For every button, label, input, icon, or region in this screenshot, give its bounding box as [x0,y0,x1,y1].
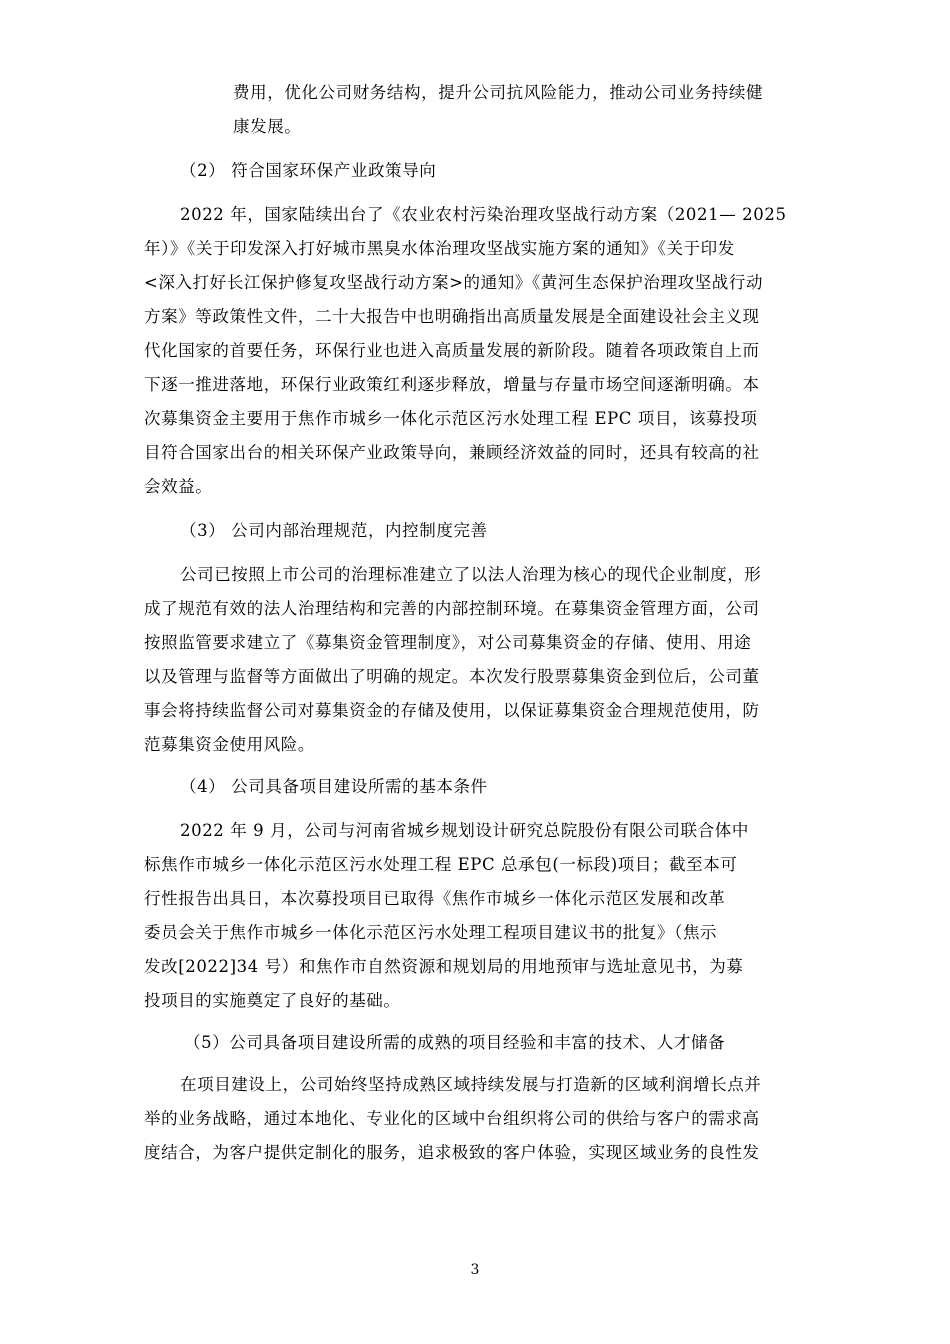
paragraph-line: 发改[2022]34 号）和焦作市自然资源和规划局的用地预审与选址意见书，为募 [144,957,744,976]
paragraph-line: <深入打好长江保护修复攻坚战行动方案>的通知》《黄河生态保护治理攻坚战行动 [144,273,764,292]
page-number: 3 [470,1262,480,1278]
paragraph-line: 目符合国家出台的相关环保产业政策导向，兼顾经济效益的同时，还具有较高的社 [144,443,760,462]
section-heading-5: （5）公司具备项目建设所需的成熟的项目经验和丰富的技术、人才储备 [184,1033,726,1052]
section-heading-3: （3） 公司内部治理规范，内控制度完善 [180,521,488,540]
paragraph-line: 委员会关于焦作市城乡一体化示范区污水处理工程项目建议书的批复》（焦示 [144,923,718,942]
paragraph-line: 下逐一推进落地，环保行业政策红利逐步释放，增量与存量市场空间逐渐明确。本 [144,375,760,394]
section-heading-4: （4） 公司具备项目建设所需的基本条件 [180,777,488,796]
paragraph-line: 标焦作市城乡一体化示范区污水处理工程 EPC 总承包(一标段)项目；截至本可 [144,855,738,874]
paragraph-line: 在项目建设上，公司始终坚持成熟区域持续发展与打造新的区域利润增长点并 [180,1075,762,1094]
paragraph-line: 投项目的实施奠定了良好的基础。 [144,991,401,1010]
section-heading-2: （2） 符合国家环保产业政策导向 [180,161,437,180]
paragraph-line: 2022 年，国家陆续出台了《农业农村污染治理攻坚战行动方案（2021— 2025 [180,205,787,224]
paragraph-line: 成了规范有效的法人治理结构和完善的内部控制环境。在募集资金管理方面，公司 [144,599,760,618]
paragraph-line: 年）》《关于印发深入打好城市黑臭水体治理攻坚战实施方案的通知》《关于印发 [144,239,735,258]
paragraph-line: 代化国家的首要任务，环保行业也进入高质量发展的新阶段。随着各项政策自上而 [144,341,760,360]
paragraph-line: 方案》等政策性文件，二十大报告中也明确指出高质量发展是全面建设社会主义现 [144,307,760,326]
paragraph-line: 按照监管要求建立了《募集资金管理制度》，对公司募集资金的存储、使用、用途 [144,633,752,652]
paragraph-line: 康发展。 [233,117,302,136]
paragraph-line: 次募集资金主要用于焦作市城乡一体化示范区污水处理工程 EPC 项目，该募投项 [144,409,758,428]
paragraph-line: 公司已按照上市公司的治理标准建立了以法人治理为核心的现代企业制度，形 [180,565,762,584]
paragraph-line: 度结合，为客户提供定制化的服务，追求极致的客户体验，实现区域业务的良性发 [144,1143,760,1162]
paragraph-line: 会效益。 [144,477,213,496]
paragraph-line: 行性报告出具日，本次募投项目已取得《焦作市城乡一体化示范区发展和改革 [144,889,726,908]
paragraph-line: 以及管理与监督等方面做出了明确的规定。本次发行股票募集资金到位后，公司董 [144,667,760,686]
paragraph-line: 举的业务战略，通过本地化、专业化的区域中台组织将公司的供给与客户的需求高 [144,1109,760,1128]
paragraph-line: 范募集资金使用风险。 [144,735,315,754]
paragraph-line: 事会将持续监督公司对募集资金的存储及使用，以保证募集资金合理规范使用，防 [144,701,760,720]
paragraph-line: 费用，优化公司财务结构，提升公司抗风险能力，推动公司业务持续健 [233,83,764,102]
paragraph-line: 2022 年 9 月，公司与河南省城乡规划设计研究总院股份有限公司联合体中 [180,821,749,840]
